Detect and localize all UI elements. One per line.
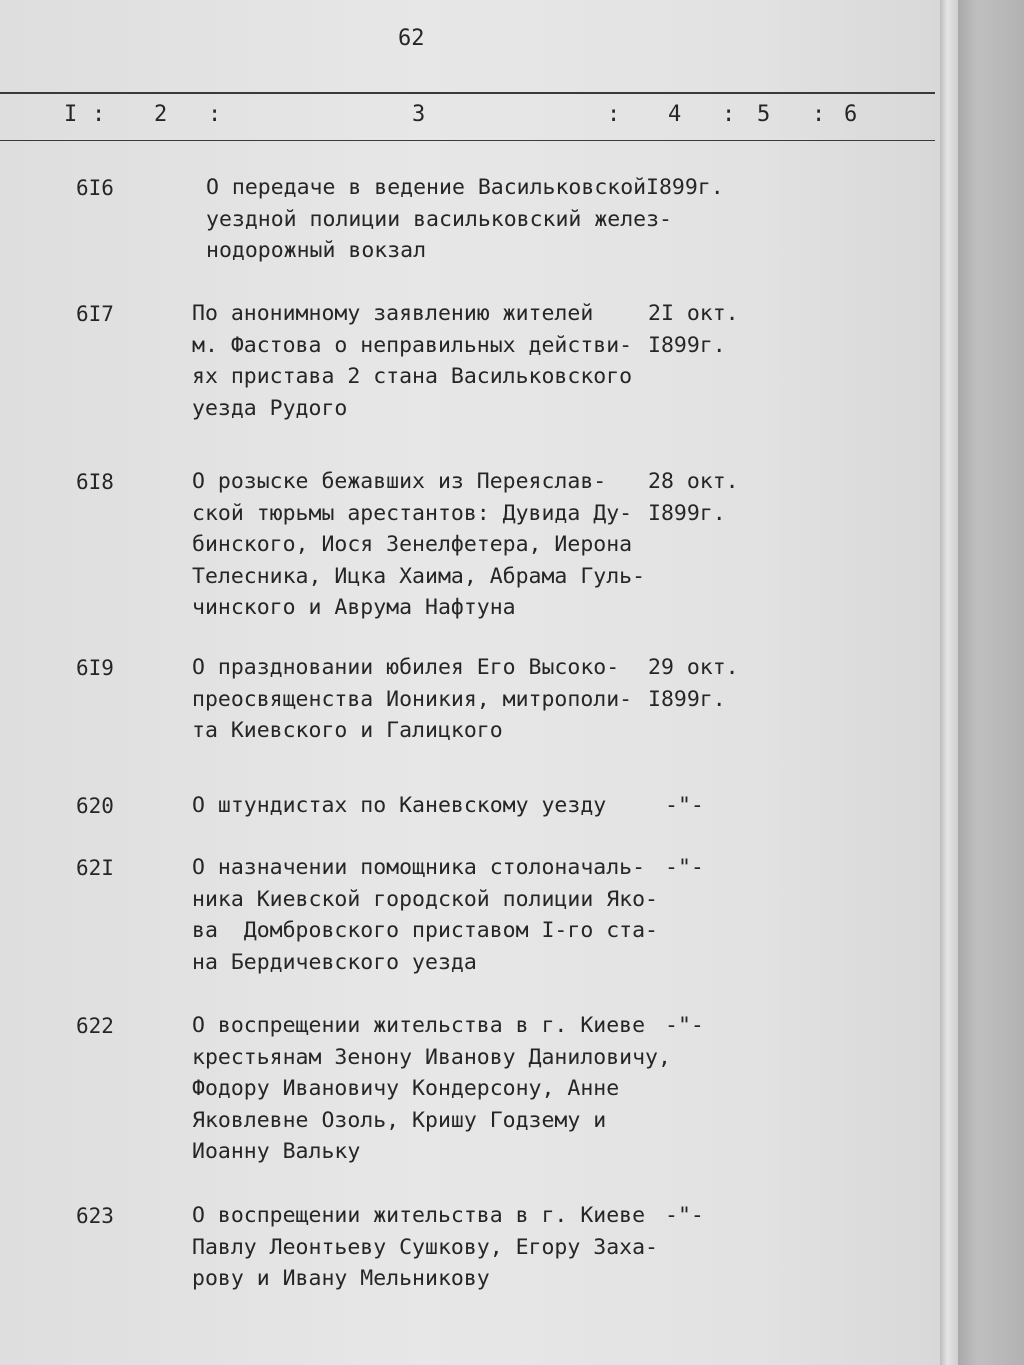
entry-title-line: преосвященства Ионикия, митрополи- xyxy=(192,686,633,712)
entry-title-line: Павлу Леонтьеву Сушкову, Егору Заха- xyxy=(192,1234,658,1260)
entry-title-line: О назначении помощника столоначаль- xyxy=(192,855,646,880)
entry-title-line: м. Фастова о неправильных действи- xyxy=(192,332,633,358)
entry-date-line: I899г. xyxy=(648,686,726,712)
entry-date-line: 2I окт. xyxy=(648,301,739,326)
entry-title-line: ва Домбровского приставом I-го ста- xyxy=(192,918,658,943)
entry-title xyxy=(206,172,672,267)
column-separator: : xyxy=(607,102,621,127)
entry-date xyxy=(648,298,739,361)
page-number: 62 xyxy=(398,26,425,51)
entry-title xyxy=(192,298,632,424)
ditto-mark: -"- xyxy=(665,1203,704,1228)
column-separator: : xyxy=(812,102,826,127)
entry-date xyxy=(646,172,724,204)
header-rule-top xyxy=(0,92,935,94)
entry-date-line: I899г. xyxy=(648,500,726,526)
column-header-2: 2 xyxy=(154,102,168,127)
entry-title-line: бинского, Иося Зенелфетера, Иерона xyxy=(192,532,633,557)
entry-date-line: I899г. xyxy=(648,332,726,358)
entry-title-line: О праздновании юбилея Его Высоко- xyxy=(192,655,620,680)
entry-title xyxy=(192,790,606,822)
column-header-3: 3 xyxy=(412,102,426,127)
entry-number: 62I xyxy=(76,856,114,880)
column-header-1: I xyxy=(64,102,78,127)
entry-title xyxy=(192,466,645,624)
entry-date xyxy=(648,652,739,715)
entry-title-line: уезда Рудого xyxy=(192,395,348,421)
column-separator: : xyxy=(722,102,736,127)
entry-title-line: крестьянам Зенону Иванову Даниловичу, xyxy=(192,1044,671,1070)
entry-title-line: Фодору Ивановичу Кондерсону, Анне xyxy=(192,1076,620,1101)
entry-title-line: ника Киевской городской полиции Яко- xyxy=(192,886,658,912)
column-header-5: 5 xyxy=(757,102,771,127)
column-header-4: 4 xyxy=(668,102,682,127)
entry-title xyxy=(192,652,632,747)
entry-title-line: По анонимному заявлению жителей xyxy=(192,301,594,326)
entry-title-line: Телесника, Ицка Хаима, Абрама Гуль- xyxy=(192,563,646,589)
header-rule-bottom xyxy=(0,140,935,141)
entry-title-line: Иоанну Вальку xyxy=(192,1139,361,1164)
column-header-6: 6 xyxy=(844,102,858,127)
ditto-mark: -"- xyxy=(665,1013,704,1038)
entry-title-line: ской тюрьмы арестантов: Дувида Ду- xyxy=(192,500,633,526)
column-separator: : xyxy=(208,102,222,127)
entry-title-line: нодорожный вокзал xyxy=(206,238,427,263)
entry-title xyxy=(192,1200,658,1295)
column-separator: : xyxy=(92,102,106,127)
entry-title-line: О передаче в ведение Васильковской xyxy=(206,175,647,200)
entry-title-line: на Бердичевского уезда xyxy=(192,949,477,975)
entry-title-line: Яковлевне Озоль, Кришу Годзему и xyxy=(192,1107,607,1133)
entry-title xyxy=(192,852,658,978)
entry-number: 6I9 xyxy=(76,656,114,680)
entry-title-line: О воспрещении жительства в г. Киеве xyxy=(192,1013,646,1038)
entry-title-line: уездной полиции васильковский желез- xyxy=(206,206,672,232)
entry-title-line: О воспрещении жительства в г. Киеве xyxy=(192,1203,646,1228)
entry-date-line: I899г. xyxy=(646,175,724,200)
entry-number: 6I7 xyxy=(76,302,114,326)
entry-number: 620 xyxy=(76,794,114,818)
entry-number: 6I6 xyxy=(76,176,114,200)
entry-title-line: ях пристава 2 стана Васильковского xyxy=(192,364,633,389)
entry-title xyxy=(192,1010,671,1168)
entry-title-line: чинского и Аврума Нафтуна xyxy=(192,595,516,620)
entry-number: 623 xyxy=(76,1204,114,1228)
underlying-sheet xyxy=(958,0,1024,1365)
entry-date-line: 29 окт. xyxy=(648,655,739,680)
entry-title-line: та Киевского и Галицкого xyxy=(192,718,503,743)
page-edge xyxy=(940,0,958,1365)
entry-date xyxy=(648,466,739,529)
entry-number: 6I8 xyxy=(76,470,114,494)
entry-title-line: О розыске бежавших из Переяслав- xyxy=(192,469,607,494)
entry-title-line: О штундистах по Каневскому уезду xyxy=(192,793,607,818)
entry-date-line: 28 окт. xyxy=(648,469,739,494)
entry-title-line: рову и Ивану Мельникову xyxy=(192,1266,490,1291)
entry-number: 622 xyxy=(76,1014,114,1038)
ditto-mark: -"- xyxy=(665,793,704,818)
ditto-mark: -"- xyxy=(665,855,704,880)
